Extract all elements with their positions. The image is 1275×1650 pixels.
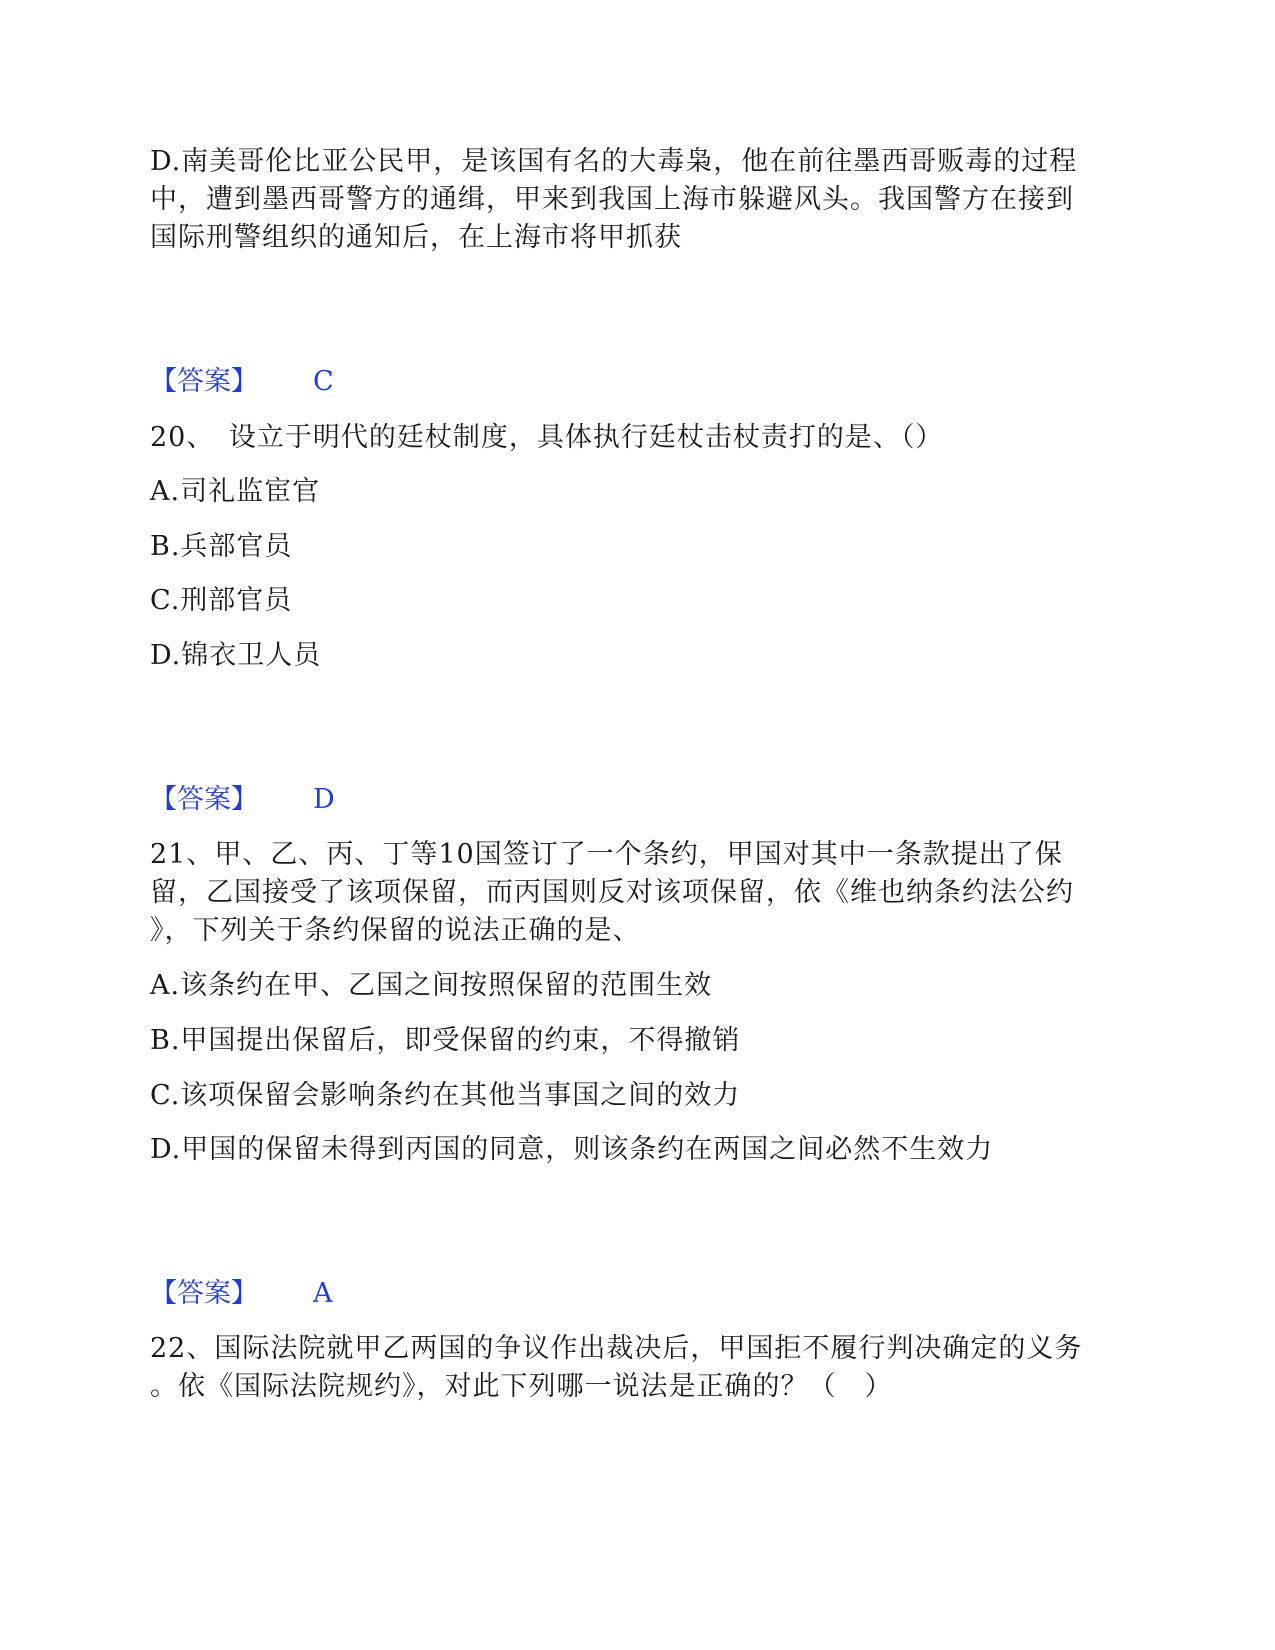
q20-option-b: B.兵部官员 [150, 531, 293, 562]
answer-label: 【答案】 [150, 1278, 258, 1309]
q20-option-d: D.锦衣卫人员 [150, 640, 322, 671]
q22-stem-line-1: 22、国际法院就甲乙两国的争议作出裁决后，甲国拒不履行判决确定的义务 [150, 1333, 1083, 1364]
q21-option-b: B.甲国提出保留后，即受保留的约束，不得撤销 [150, 1025, 741, 1056]
q21-stem-line-1: 21、甲、乙、丙、丁等10国签订了一个条约，甲国对其中一条款提出了保 [150, 839, 1063, 870]
q22-stem-line-2: 。依《国际法院规约》，对此下列哪一说法是正确的？（ ） [150, 1371, 893, 1402]
q20-answer [150, 780, 335, 820]
q21-stem-line-3: 》，下列关于条约保留的说法正确的是、 [150, 915, 641, 946]
q19-option-d-line-2: 中，遭到墨西哥警方的通缉，甲来到我国上海市躲避风头。我国警方在接到 [150, 184, 1074, 215]
answer-value: A [313, 1278, 333, 1309]
answer-label: 【答案】 [150, 784, 258, 815]
q19-answer [150, 362, 334, 402]
q20-option-c: C.刑部官员 [150, 585, 293, 616]
q20-stem: 20、 设立于明代的廷杖制度，具体执行廷杖击杖责打的是、（） [150, 422, 944, 453]
q19-option-d-line-1: D.南美哥伦比亚公民甲，是该国有名的大毒枭，他在前往墨西哥贩毒的过程 [150, 146, 1078, 177]
q19-option-d-line-3: 国际刑警组织的通知后，在上海市将甲抓获 [150, 222, 682, 253]
q21-option-d: D.甲国的保留未得到丙国的同意，则该条约在两国之间必然不生效力 [150, 1134, 994, 1165]
q21-answer [150, 1274, 333, 1314]
answer-value: D [313, 784, 335, 815]
q21-stem-line-2: 留，乙国接受了该项保留，而丙国则反对该项保留，依《维也纳条约法公约 [150, 877, 1074, 908]
answer-value: C [313, 366, 334, 397]
q21-option-c: C.该项保留会影响条约在其他当事国之间的效力 [150, 1080, 741, 1111]
q21-option-a: A.该条约在甲、乙国之间按照保留的范围生效 [150, 970, 713, 1001]
answer-label: 【答案】 [150, 366, 258, 397]
q20-option-a: A.司礼监宦官 [150, 476, 321, 507]
